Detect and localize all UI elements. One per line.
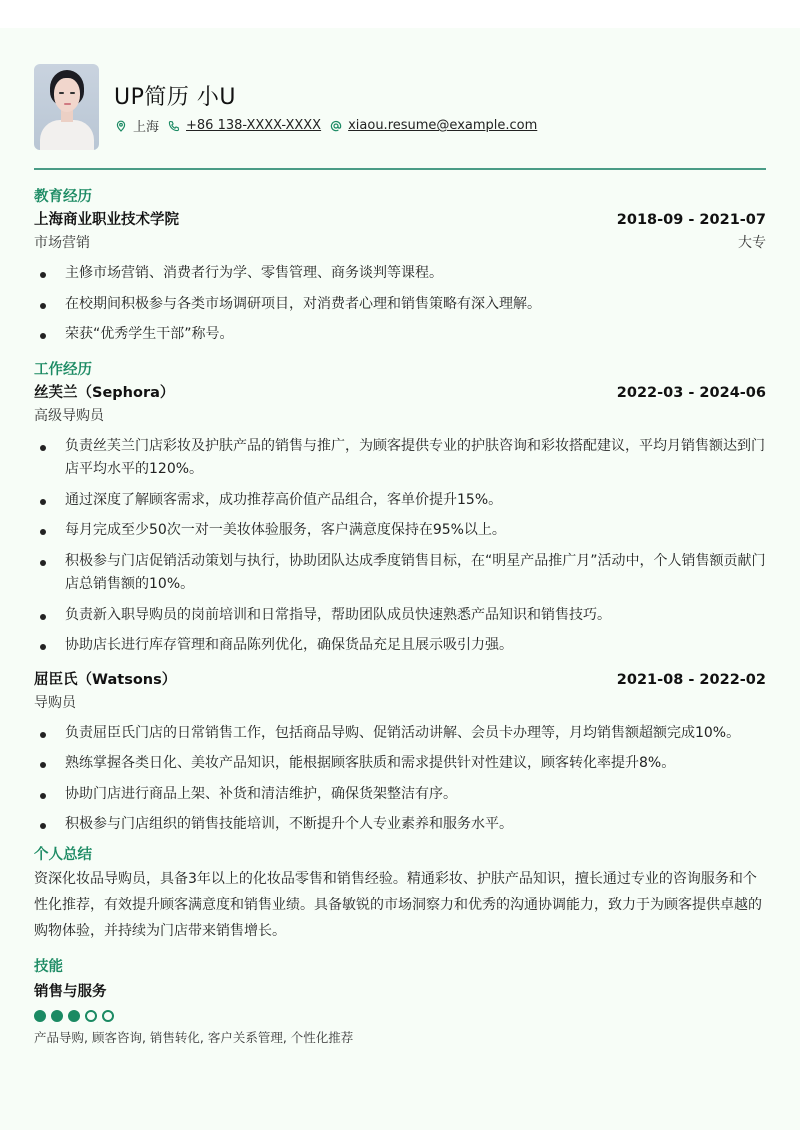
section-title-work: 工作经历 xyxy=(34,361,92,378)
phone-icon xyxy=(168,120,180,132)
list-item: 积极参与门店促销活动策划与执行，协助团队达成季度销售目标，在“明星产品推广月”活动中，个人销售额贡献门店总销售额的10%。 xyxy=(34,550,766,597)
skill-name: 销售与服务 xyxy=(34,983,107,1000)
list-item: 负责屈臣氏门店的日常销售工作，包括商品导购、促销活动讲解、会员卡办理等，月均销售额超额完成10%。 xyxy=(34,722,766,746)
skills-section xyxy=(34,956,766,1048)
major: 市场营销 xyxy=(34,235,90,251)
rating-dot-empty xyxy=(102,1010,114,1022)
contact-location xyxy=(115,116,159,135)
list-item: 负责新入职导购员的岗前培训和日常指导，帮助团队成员快速熟悉产品知识和销售技巧。 xyxy=(34,604,766,628)
list-item: 协助门店进行商品上架、补货和清洁维护，确保货架整洁有序。 xyxy=(34,783,766,807)
degree: 大专 xyxy=(738,235,766,251)
phone-link[interactable]: +86 138-XXXX-XXXX xyxy=(186,118,322,133)
education-bullets xyxy=(34,262,766,347)
list-item: 负责丝芙兰门店彩妆及护肤产品的销售与推广，为顾客提供专业的护肤咨询和彩妆搭配建议，平均月销售额达到门店平均水平的120%。 xyxy=(34,435,766,482)
list-item: 荣获“优秀学生干部”称号。 xyxy=(34,323,766,347)
list-item: 通过深度了解顾客需求，成功推荐高价值产品组合，客单价提升15%。 xyxy=(34,489,766,513)
list-item: 积极参与门店组织的销售技能培训，不断提升个人专业素养和服务水平。 xyxy=(34,813,766,837)
work-section xyxy=(34,359,766,837)
skill-tags: 产品导购, 顾客咨询, 销售转化, 客户关系管理, 个性化推荐 xyxy=(34,1029,354,1045)
job-date: 2022-03 - 2024-06 xyxy=(616,384,766,401)
education-date: 2018-09 - 2021-07 xyxy=(616,212,766,228)
contact-phone[interactable] xyxy=(168,118,321,133)
rating-dot-filled xyxy=(68,1010,80,1022)
contact-info xyxy=(115,116,546,135)
summary-section xyxy=(34,844,766,944)
job-entry xyxy=(34,668,766,837)
resume-header xyxy=(34,64,766,152)
school-name: 上海商业职业技术学院 xyxy=(34,212,179,228)
resume-page xyxy=(0,28,800,1130)
company-name: 丝芙兰（Sephora） xyxy=(34,384,175,401)
section-title-skills: 技能 xyxy=(34,958,63,975)
header-divider xyxy=(34,168,766,170)
profile-photo xyxy=(34,64,99,150)
job-role: 导购员 xyxy=(34,694,76,711)
candidate-name: UP简历 小U xyxy=(114,85,236,110)
rating-dot-filled xyxy=(34,1010,46,1022)
rating-dot-filled xyxy=(51,1010,63,1022)
job-bullets xyxy=(34,722,766,837)
contact-email[interactable] xyxy=(330,118,537,133)
resume-content xyxy=(34,186,766,1048)
section-title-summary: 个人总结 xyxy=(34,846,92,863)
at-sign-icon xyxy=(330,120,342,132)
list-item: 协助店长进行库存管理和商品陈列优化，确保货品充足且展示吸引力强。 xyxy=(34,634,766,658)
skill-level-rating xyxy=(34,1010,766,1024)
list-item: 每月完成至少50次一对一美妆体验服务，客户满意度保持在95%以上。 xyxy=(34,519,766,543)
map-pin-icon xyxy=(115,120,127,132)
job-bullets xyxy=(34,435,766,658)
company-name: 屈臣氏（Watsons） xyxy=(34,671,177,688)
location-text: 上海 xyxy=(133,120,160,135)
list-item: 在校期间积极参与各类市场调研项目，对消费者心理和销售策略有深入理解。 xyxy=(34,293,766,317)
list-item: 熟练掌握各类日化、美妆产品知识，能根据顾客肤质和需求提供针对性建议，顾客转化率提升8%。 xyxy=(34,752,766,776)
summary-text: 资深化妆品导购员，具备3年以上的化妆品零售和销售经验。精通彩妆、护肤产品知识，擅长通过专业的咨询服务和个性化推荐，有效提升顾客满意度和销售业绩。具备敏锐的市场洞察力和优秀的沟通协调能力，致力于为顾客提供卓越的购物体验，并持续为门店带来销售增长。 xyxy=(34,870,762,939)
rating-dot-empty xyxy=(85,1010,97,1022)
email-link[interactable]: xiaou.resume@example.com xyxy=(348,118,538,133)
job-date: 2021-08 - 2022-02 xyxy=(616,671,766,688)
job-entry xyxy=(34,381,766,658)
job-role: 高级导购员 xyxy=(34,407,104,424)
section-title-education: 教育经历 xyxy=(34,189,92,205)
list-item: 主修市场营销、消费者行为学、零售管理、商务谈判等课程。 xyxy=(34,262,766,286)
education-section xyxy=(34,186,766,347)
